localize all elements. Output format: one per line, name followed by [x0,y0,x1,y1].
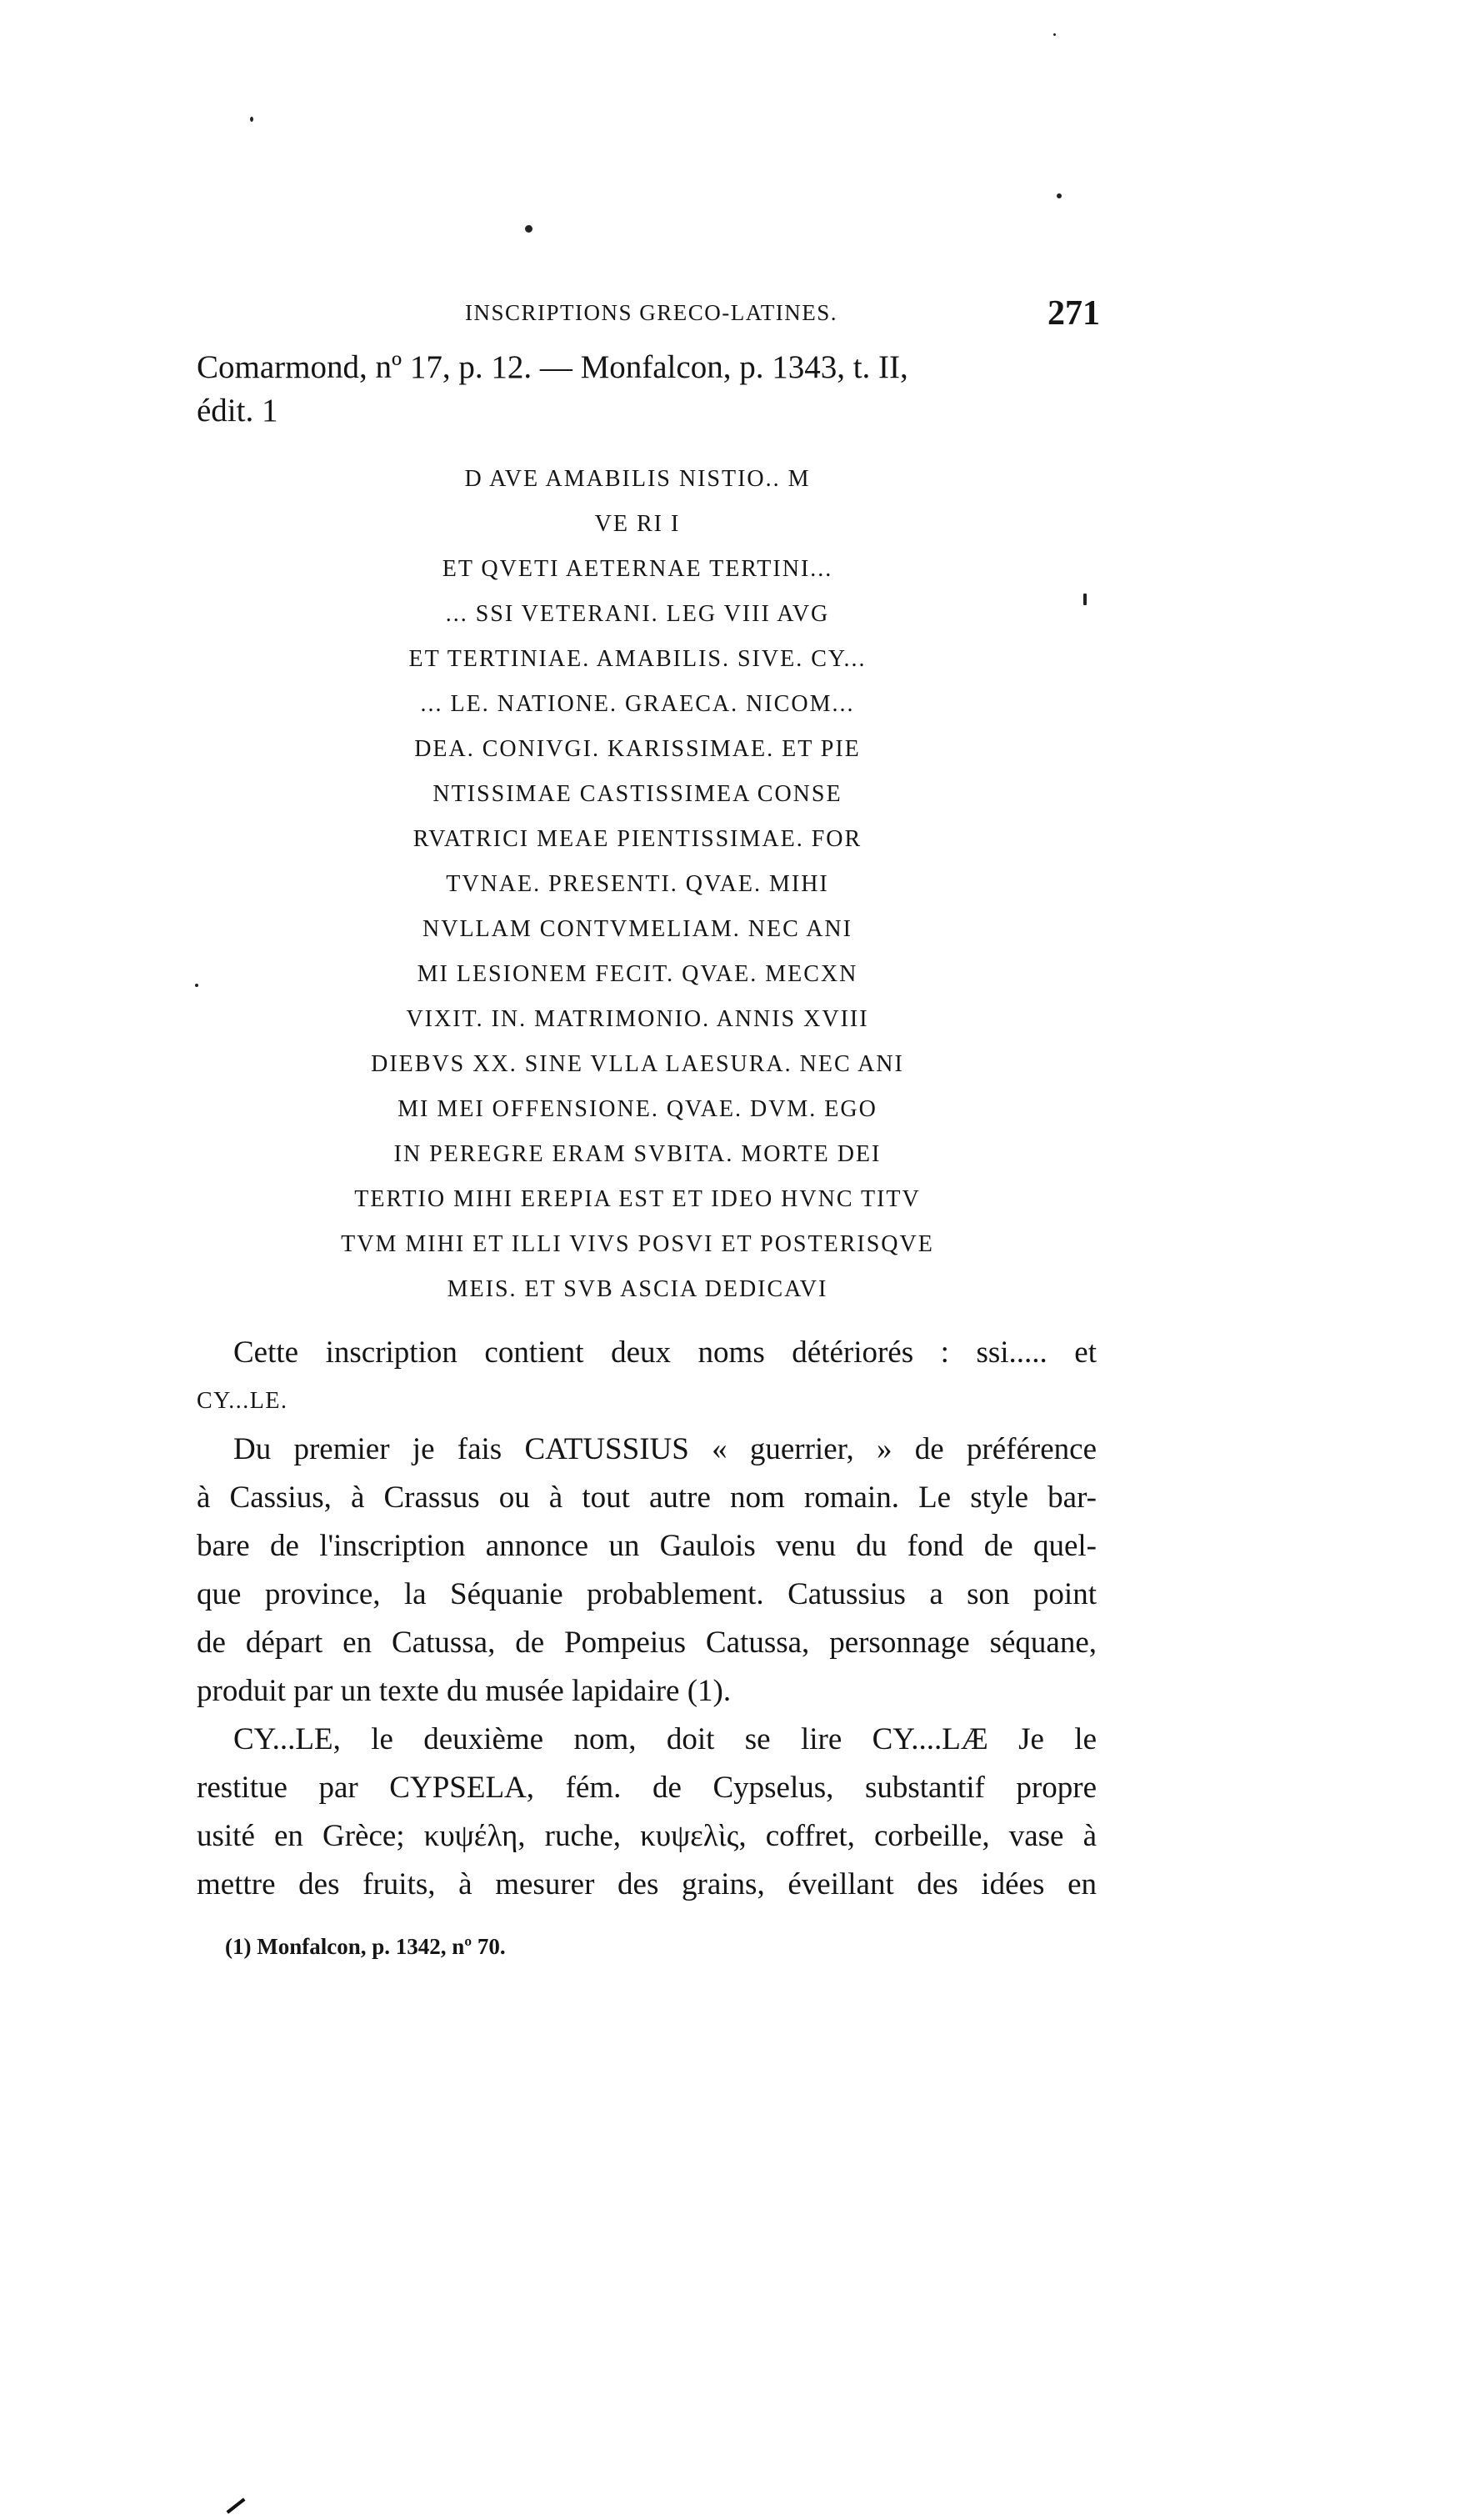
print-speck [250,117,253,122]
inscription-line: IN PEREGRE ERAM SVBITA. MORTE DEI [393,1141,882,1167]
inscription-line: ... SSI VETERANI. LEG VIII AVG [445,601,830,627]
print-speck [1053,33,1056,36]
body-line: bare de l'inscription annonce un Gaulois venu du fond de quel- [197,1529,1097,1563]
body-line: usité en Grèce; κυψέλη, ruche, κυψελὶς, coffret, corbeille, vase à [197,1819,1097,1853]
pencil-mark [227,2497,246,2513]
inscription-block [267,457,1008,1312]
inscription-line: RVATRICI MEAE PIENTISSIMAE. FOR [412,826,862,852]
inscription-line: D AVE AMABILIS NISTIO.. M [464,466,811,492]
body-line: que province, la Séquanie probablement. Catussius a son point [197,1577,1097,1611]
body-line: produit par un texte du musée lapidaire (1). [197,1674,732,1708]
inscription-line: ET QVETI AETERNAE TERTINI... [442,556,833,582]
body-line: CY...LE. [197,1388,288,1414]
inscription-line: MI MEI OFFENSIONE. QVAE. DVM. EGO [398,1096,878,1122]
inscription-line: VE RI I [594,511,681,537]
inscription-line: DIEBVS XX. SINE VLLA LAESURA. NEC ANI [371,1051,904,1077]
inscription-line: ET TERTINIAE. AMABILIS. SIVE. CY... [408,646,867,672]
body-line: Cette inscription contient deux noms détériorés : ssi..... et [233,1335,1097,1370]
paragraph [197,1425,1097,1716]
body-line: de départ en Catussa, de Pompeius Catussa, personnage séquane, [197,1626,1097,1660]
paragraph [197,1716,1097,1909]
inscription-line: TVNAE. PRESENTI. QVAE. MIHI [446,871,829,897]
citation-line: édit. 1 [197,393,278,428]
inscription-line: NTISSIMAE CASTISSIMEA CONSE [432,781,842,807]
inscription-line: TVM MIHI ET ILLI VIVS POSVI ET POSTERISQVE [341,1231,934,1257]
print-speck [195,984,198,987]
inscription-line: VIXIT. IN. MATRIMONIO. ANNIS XVIII [406,1006,869,1032]
body-line: CY...LE, le deuxième nom, doit se lire CY....LÆ Je le [233,1722,1097,1756]
print-speck [1083,594,1087,605]
body-line: Du premier je fais CATUSSIUS « guerrier, » de préférence [233,1432,1097,1466]
body-line: mettre des fruits, à mesurer des grains, éveillant des idées en [197,1867,1097,1901]
inscription-line: DEA. CONIVGI. KARISSIMAE. ET PIE [414,736,861,762]
inscription-line: NVLLAM CONTVMELIAM. NEC ANI [422,916,852,942]
inscription-line: MEIS. ET SVB ASCIA DEDICAVI [447,1276,828,1302]
footnote: (1) Monfalcon, p. 1342, nº 70. [225,1934,506,1959]
page-number: 271 [1048,294,1100,333]
inscription-line: MI LESIONEM FECIT. QVAE. MECXN [417,961,858,987]
print-speck [525,225,532,233]
paragraph [197,1329,1097,1425]
running-header [200,294,1100,333]
body-line: restitue par CYPSELA, fém. de Cypselus, substantif propre [197,1771,1097,1805]
running-title: INSCRIPTIONS GRECO-LATINES. [465,300,838,325]
citation-line: Comarmond, nº 17, p. 12. — Monfalcon, p. 1343, t. II, [197,349,908,385]
inscription-line: TERTIO MIHI EREPIA EST ET IDEO HVNC TITV [354,1186,921,1212]
inscription-line: ... LE. NATIONE. GRAECA. NICOM... [420,691,855,717]
print-speck [1057,193,1062,198]
body-line: à Cassius, à Crassus ou à tout autre nom romain. Le style bar- [197,1480,1097,1515]
